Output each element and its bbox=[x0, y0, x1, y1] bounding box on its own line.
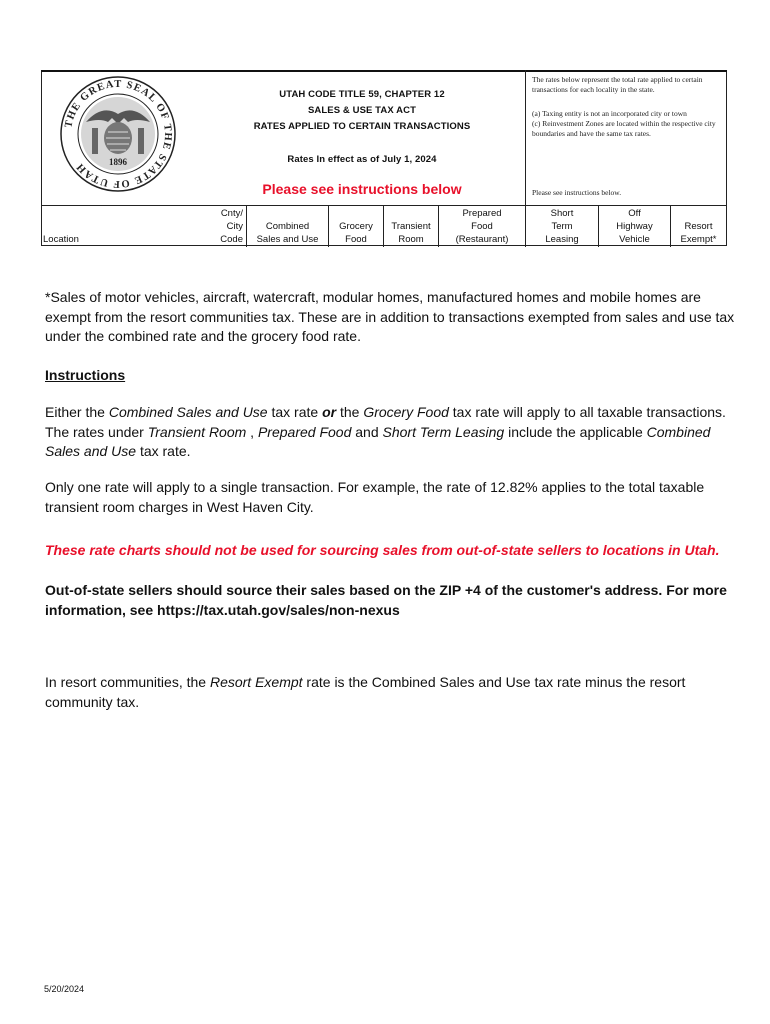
rates-note bbox=[525, 70, 727, 205]
resort-footnote: *Sales of motor vehicles, aircraft, watercraft, modular homes, manufactured homes and mobile homes are exempt from the resort communities tax. These are in addition to transactions exempted from sales and use tax under the combined rate and the grocery food rate. bbox=[45, 289, 735, 344]
col-location: Location bbox=[43, 234, 79, 245]
note-instructions: Please see instructions below. bbox=[532, 188, 622, 197]
rates-header-table bbox=[41, 70, 727, 246]
col-grocery: Grocery Food bbox=[328, 206, 383, 247]
header-title-line3: RATES APPLIED TO CERTAIN TRANSACTIONS bbox=[253, 121, 471, 132]
header-title-line1: UTAH CODE TITLE 59, CHAPTER 12 bbox=[279, 89, 445, 100]
instructions-heading: Instructions bbox=[45, 367, 126, 383]
footer-date: 5/20/2024 bbox=[44, 984, 85, 994]
col-short-term: Short Term Leasing bbox=[525, 206, 598, 247]
instructions-notice: Please see instructions below bbox=[262, 181, 462, 197]
resort-paragraph: In resort communities, the Resort Exempt rate is the Combined Sales and Use tax rate minus the resort community tax. bbox=[45, 674, 686, 710]
col-transient: Transient Room bbox=[383, 206, 438, 247]
instructions-paragraph-2: Only one rate will apply to a single transaction. For example, the rate of 12.82% applies to the total taxable transient room charges in West Haven City. bbox=[45, 479, 705, 515]
note-footnote-a: (a) Taxing entity is not an incorporated city or town bbox=[532, 109, 687, 118]
col-off-highway: Off Highway Vehicle bbox=[598, 206, 670, 247]
utah-state-seal-icon bbox=[58, 74, 178, 194]
seal-text: THE GREAT SEAL OF THE STATE OF UTAH bbox=[63, 78, 174, 190]
seal-year: 1896 bbox=[109, 157, 127, 167]
col-cnty-city-code: Cnty/ City Code bbox=[220, 208, 243, 245]
effective-date: Rates In effect as of July 1, 2024 bbox=[287, 154, 437, 165]
col-resort: Resort Exempt* bbox=[670, 206, 726, 247]
col-combined: Combined Sales and Use bbox=[246, 206, 328, 247]
col-prepared: Prepared Food (Restaurant) bbox=[438, 206, 525, 247]
out-of-state-sourcing: Out-of-state sellers should source their sales based on the ZIP +4 of the customer's address. For more information, see https://tax.utah.gov/sales/non-nexus bbox=[45, 582, 727, 618]
instructions-paragraph-1: Either the Combined Sales and Use tax rate or the Grocery Food tax rate will apply to all taxable transactions. The rates under Transient Room , Prepared Food and Short Term Leasing include the applicable Combined Sales and Use tax rate. bbox=[45, 404, 726, 459]
note-footnote-c: (c) Reinvestment Zones are located within the respective city boundaries and have the same tax rates. bbox=[532, 119, 716, 138]
header-title-line2: SALES & USE TAX ACT bbox=[308, 105, 416, 116]
note-paragraph: The rates below represent the total rate applied to certain transactions for each locality in the state. bbox=[532, 75, 703, 94]
column-header-row bbox=[42, 205, 726, 247]
out-of-state-warning: These rate charts should not be used for sourcing sales from out-of-state sellers to locations in Utah. bbox=[45, 542, 720, 558]
